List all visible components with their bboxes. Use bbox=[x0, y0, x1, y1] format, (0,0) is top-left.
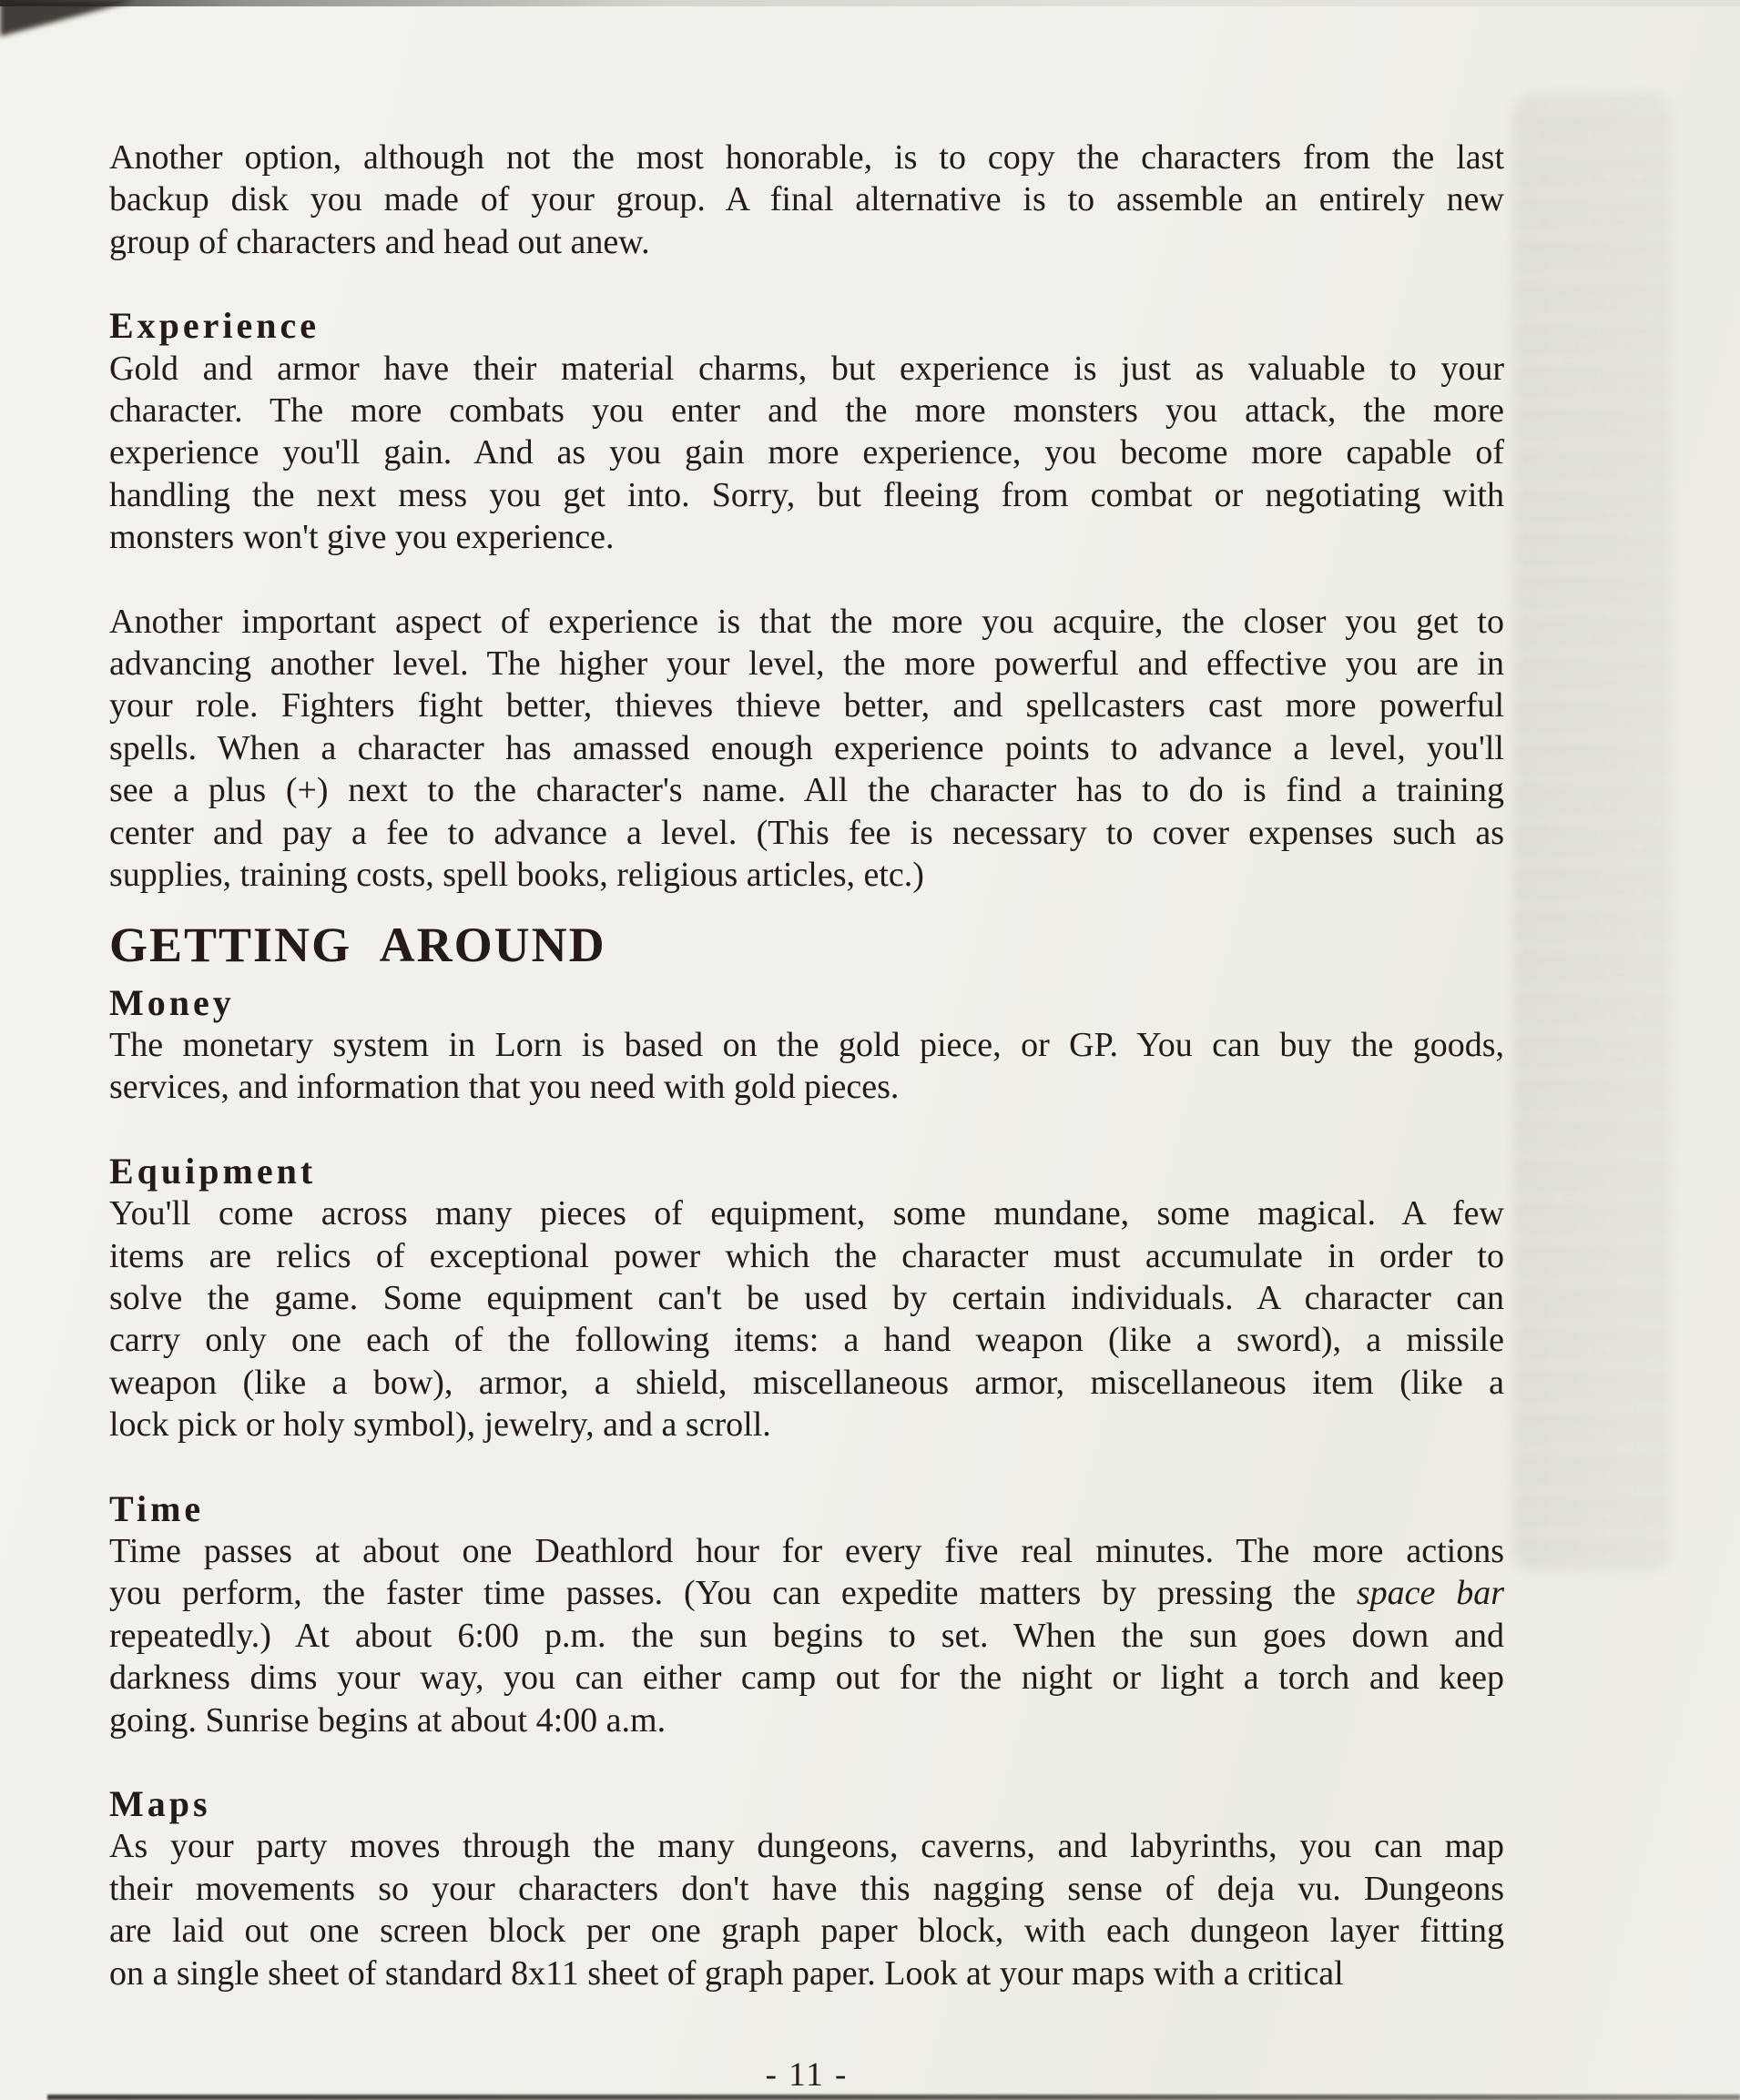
text-line: carry only one each of the following items: a hand weapon (like a sword), a missile bbox=[109, 1321, 1504, 1360]
paragraph-experience-value bbox=[109, 348, 1504, 559]
paragraph-money bbox=[109, 1024, 1504, 1109]
bleed-through-strip bbox=[1512, 96, 1672, 1570]
text-line: experience you'll gain. And as you gain more experience, you become more capable of bbox=[109, 433, 1504, 472]
paragraph-time bbox=[109, 1530, 1504, 1741]
scan-corner-wedge bbox=[0, 0, 137, 36]
text-line: The monetary system in Lorn is based on the gold piece, or GP. You can buy the goods, bbox=[109, 1025, 1504, 1064]
text-line: you perform, the faster time passes. (You can expedite matters by pressing the space bar bbox=[109, 1574, 1505, 1613]
text-line: group of characters and head out anew. bbox=[109, 222, 650, 261]
page-number: - 11 - bbox=[765, 2056, 849, 2095]
text-line: your role. Fighters fight better, thieves thieve better, and spellcasters cast more powerful bbox=[109, 686, 1504, 725]
text-line: center and pay a fee to advance a level. (This fee is necessary to cover expenses such as bbox=[109, 813, 1504, 852]
section-heading-getting-around: GETTING AROUND bbox=[109, 917, 606, 972]
text-line: As your party moves through the many dungeons, caverns, and labyrinths, you can map bbox=[109, 1827, 1504, 1866]
text-line: services, and information that you need with gold pieces. bbox=[109, 1068, 900, 1107]
text-line: Another important aspect of experience is that the more you acquire, the closer you get to bbox=[109, 602, 1504, 641]
text-line: weapon (like a bow), armor, a shield, miscellaneous armor, miscellaneous item (like a bbox=[109, 1363, 1504, 1402]
text-column bbox=[109, 137, 1504, 2096]
section-heading-experience: Experience bbox=[109, 305, 321, 347]
text-line: You'll come across many pieces of equipment, some mundane, some magical. A few bbox=[109, 1194, 1504, 1233]
text-line: Time passes at about one Deathlord hour for every five real minutes. The more actions bbox=[109, 1531, 1504, 1570]
scan-edge-top bbox=[0, 0, 1740, 6]
text-line: handling the next mess you get into. Sorry, but fleeing from combat or negotiating with bbox=[109, 475, 1504, 514]
text-line: spells. When a character has amassed enough experience points to advance a level, you'll bbox=[109, 728, 1504, 767]
text-line: are laid out one screen block per one graph paper block, with each dungeon layer fitting bbox=[109, 1912, 1504, 1951]
text-line: on a single sheet of standard 8x11 sheet of graph paper. Look at your maps with a critical bbox=[109, 1953, 1344, 1993]
text-line: advancing another level. The higher your level, the more powerful and effective you are in bbox=[109, 644, 1504, 684]
text-line: Gold and armor have their material charms, but experience is just as valuable to your bbox=[109, 349, 1504, 388]
paragraph-equipment bbox=[109, 1192, 1504, 1446]
section-heading-equipment: Equipment bbox=[109, 1150, 317, 1192]
text-line: going. Sunrise begins at about 4:00 a.m. bbox=[109, 1700, 666, 1740]
text-line: solve the game. Some equipment can't be used by certain individuals. A character can bbox=[109, 1278, 1504, 1317]
paragraph-experience-levels bbox=[109, 601, 1504, 897]
text-line: their movements so your characters don't have this nagging sense of deja vu. Dungeons bbox=[109, 1869, 1504, 1908]
paragraph-maps bbox=[109, 1825, 1504, 1994]
text-line: items are relics of exceptional power which the character must accumulate in order to bbox=[109, 1236, 1504, 1275]
section-heading-money: Money bbox=[109, 981, 235, 1023]
section-heading-time: Time bbox=[109, 1487, 205, 1529]
text-line: monsters won't give you experience. bbox=[109, 518, 615, 557]
text-line: backup disk you made of your group. A final alternative is to assemble an entirely new bbox=[109, 180, 1504, 219]
text-line: supplies, training costs, spell books, religious articles, etc.) bbox=[109, 856, 924, 895]
text-line: lock pick or holy symbol), jewelry, and a scroll. bbox=[109, 1405, 771, 1445]
section-heading-maps: Maps bbox=[109, 1783, 211, 1824]
text-line: see a plus (+) next to the character's name. All the character has to do is find a training bbox=[109, 771, 1504, 810]
text-line: repeatedly.) At about 6:00 p.m. the sun begins to set. When the sun goes down and bbox=[109, 1616, 1504, 1655]
italic-text: space bar bbox=[1356, 1574, 1505, 1613]
text-line: darkness dims your way, you can either camp out for the night or light a torch and keep bbox=[109, 1659, 1504, 1698]
text-line: character. The more combats you enter and the more monsters you attack, the more bbox=[109, 391, 1504, 431]
text-line: Another option, although not the most honorable, is to copy the characters from the last bbox=[109, 138, 1504, 177]
paragraph-restart-options bbox=[109, 137, 1504, 263]
